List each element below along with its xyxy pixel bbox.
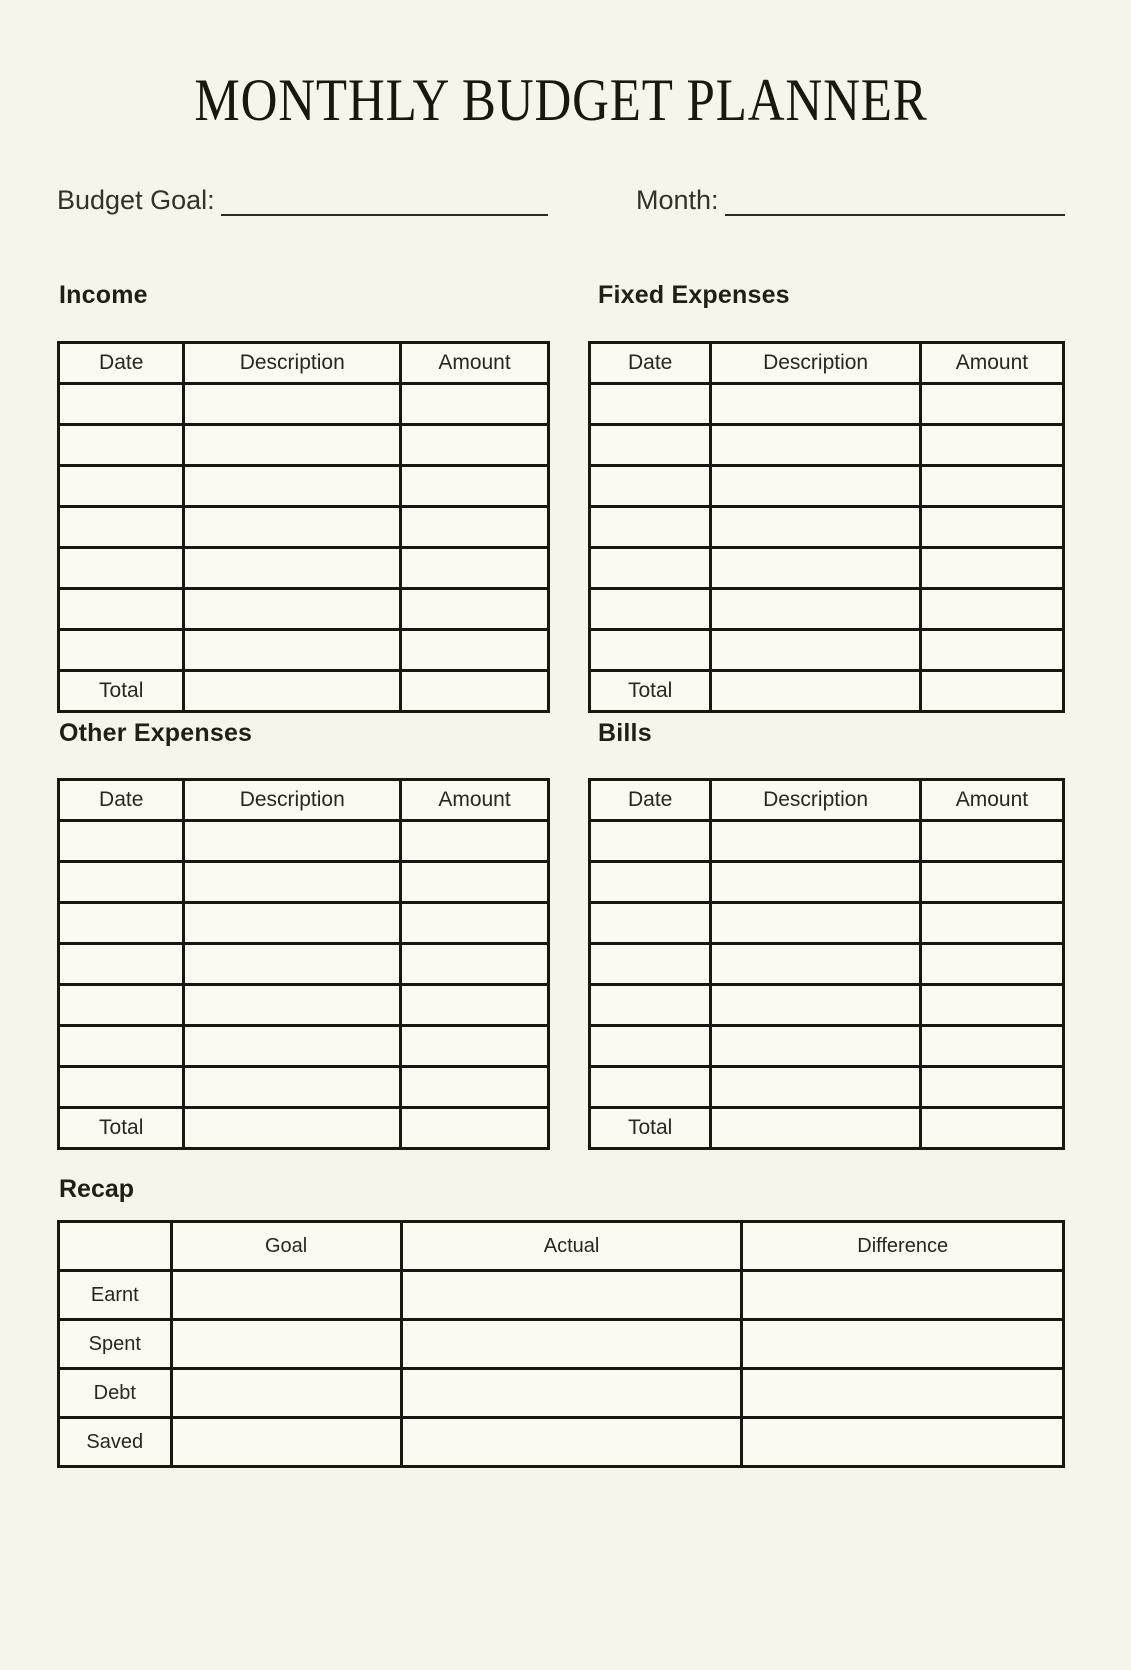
month-label: Month: <box>636 185 719 215</box>
table-cell-empty <box>184 629 401 670</box>
income-total-label: Total <box>59 670 184 711</box>
table-cell-empty <box>920 1025 1063 1066</box>
table-cell-empty <box>711 902 921 943</box>
income-column-header-description: Description <box>184 342 401 383</box>
other-expenses-total-row <box>59 1107 549 1148</box>
table-cell-empty <box>184 902 401 943</box>
table-cell-empty <box>711 383 921 424</box>
recap-row-earnt <box>59 1271 1064 1320</box>
table-cell-empty <box>590 383 711 424</box>
fixed-expenses-column-header-amount: Amount <box>920 342 1063 383</box>
table-cell-empty <box>401 943 549 984</box>
table-cell-empty <box>711 465 921 506</box>
recap-row-debt <box>59 1369 1064 1418</box>
table-row-empty <box>590 506 1064 547</box>
table-cell-empty <box>401 1025 549 1066</box>
table-row-empty <box>59 861 549 902</box>
bills-column-header-date: Date <box>590 779 711 820</box>
fixed-expenses-table <box>588 341 1065 713</box>
table-cell-empty <box>401 861 549 902</box>
table-cell-empty <box>59 506 184 547</box>
table-row-empty <box>59 820 549 861</box>
table-cell-empty <box>920 506 1063 547</box>
table-row-empty <box>590 547 1064 588</box>
table-cell-empty <box>920 943 1063 984</box>
table-cell-empty <box>401 506 549 547</box>
bills-table <box>588 778 1065 1150</box>
table-row-empty <box>590 1066 1064 1107</box>
table-cell-empty <box>401 588 549 629</box>
recap-cell-empty <box>171 1369 401 1418</box>
recap-cell-empty <box>401 1369 742 1418</box>
recap-cell-empty <box>171 1418 401 1467</box>
other-expenses-total-amount-cell <box>401 1107 549 1148</box>
table-row-empty <box>59 465 549 506</box>
table-cell-empty <box>59 1025 184 1066</box>
bills-total-row <box>590 1107 1064 1148</box>
table-cell-empty <box>920 465 1063 506</box>
table-row-empty <box>59 902 549 943</box>
table-row-empty <box>59 1066 549 1107</box>
table-cell-empty <box>59 902 184 943</box>
table-cell-empty <box>184 861 401 902</box>
table-row-empty <box>590 984 1064 1025</box>
table-cell-empty <box>590 465 711 506</box>
table-cell-empty <box>920 1066 1063 1107</box>
table-cell-empty <box>59 465 184 506</box>
table-row-empty <box>59 383 549 424</box>
fixed-expenses-column-header-description: Description <box>711 342 921 383</box>
table-row-empty <box>59 588 549 629</box>
other-expenses-column-header-date: Date <box>59 779 184 820</box>
fixed-expenses-heading: Fixed Expenses <box>598 281 790 310</box>
table-cell-empty <box>59 984 184 1025</box>
recap-cell-empty <box>401 1418 742 1467</box>
bills-header-row <box>590 779 1064 820</box>
table-cell-empty <box>184 506 401 547</box>
table-cell-empty <box>59 629 184 670</box>
table-cell-empty <box>59 943 184 984</box>
table-cell-empty <box>184 383 401 424</box>
recap-heading: Recap <box>59 1174 135 1203</box>
recap-cell-empty <box>401 1271 742 1320</box>
table-row-empty <box>590 1025 1064 1066</box>
section-other-expenses <box>57 718 550 1150</box>
other-expenses-column-header-amount: Amount <box>401 779 549 820</box>
table-cell-empty <box>184 943 401 984</box>
table-cell-empty <box>590 506 711 547</box>
table-cell-empty <box>59 588 184 629</box>
table-row-empty <box>590 820 1064 861</box>
recap-header-row <box>59 1222 1064 1271</box>
table-cell-empty <box>711 547 921 588</box>
fixed-expenses-header-row <box>590 342 1064 383</box>
table-cell-empty <box>401 465 549 506</box>
table-cell-empty <box>711 629 921 670</box>
bills-column-header-amount: Amount <box>920 779 1063 820</box>
month-fill-line <box>725 214 1065 216</box>
planner-page <box>0 67 1131 1670</box>
table-cell-empty <box>59 424 184 465</box>
table-cell-empty <box>711 424 921 465</box>
table-cell-empty <box>184 1066 401 1107</box>
table-cell-empty <box>590 820 711 861</box>
table-cell-empty <box>711 861 921 902</box>
budget-goal-fill-line <box>221 214 548 216</box>
income-total-description-cell <box>184 670 401 711</box>
table-cell-empty <box>184 588 401 629</box>
section-bills <box>588 718 1065 1150</box>
table-cell-empty <box>401 902 549 943</box>
month-field <box>636 184 1065 216</box>
table-cell-empty <box>184 465 401 506</box>
recap-cell-empty <box>171 1320 401 1369</box>
recap-row-label: Earnt <box>59 1271 172 1320</box>
table-cell-empty <box>711 984 921 1025</box>
table-cell-empty <box>920 861 1063 902</box>
table-cell-empty <box>920 424 1063 465</box>
table-cell-empty <box>59 383 184 424</box>
bills-column-header-description: Description <box>711 779 921 820</box>
table-cell-empty <box>401 383 549 424</box>
table-row-empty <box>590 902 1064 943</box>
fixed-expenses-total-amount-cell <box>920 670 1063 711</box>
recap-row-label: Saved <box>59 1418 172 1467</box>
table-cell-empty <box>920 902 1063 943</box>
table-cell-empty <box>59 1066 184 1107</box>
recap-row-label: Debt <box>59 1369 172 1418</box>
table-cell-empty <box>401 984 549 1025</box>
table-row-empty <box>590 465 1064 506</box>
recap-row-spent <box>59 1320 1064 1369</box>
table-cell-empty <box>711 506 921 547</box>
income-header-row <box>59 342 549 383</box>
table-cell-empty <box>920 383 1063 424</box>
recap-column-header-actual: Actual <box>401 1222 742 1271</box>
other-expenses-total-label: Total <box>59 1107 184 1148</box>
table-row-empty <box>590 943 1064 984</box>
table-cell-empty <box>184 424 401 465</box>
table-cell-empty <box>590 629 711 670</box>
budget-goal-label: Budget Goal: <box>57 185 215 215</box>
table-cell-empty <box>920 547 1063 588</box>
table-cell-empty <box>711 943 921 984</box>
table-cell-empty <box>59 861 184 902</box>
table-cell-empty <box>401 629 549 670</box>
recap-cell-empty <box>742 1418 1064 1467</box>
fixed-expenses-total-label: Total <box>590 670 711 711</box>
table-cell-empty <box>920 588 1063 629</box>
section-fixed-expenses <box>588 280 1065 712</box>
other-expenses-heading: Other Expenses <box>59 718 253 747</box>
recap-cell-empty <box>742 1271 1064 1320</box>
table-row-empty <box>590 424 1064 465</box>
recap-cell-empty <box>742 1369 1064 1418</box>
table-row-empty <box>590 588 1064 629</box>
recap-corner-cell <box>59 1222 172 1271</box>
entry-sections <box>57 280 1065 1150</box>
recap-row-saved <box>59 1418 1064 1467</box>
table-cell-empty <box>590 943 711 984</box>
bills-total-amount-cell <box>920 1107 1063 1148</box>
table-row-empty <box>59 506 549 547</box>
table-cell-empty <box>184 547 401 588</box>
bills-total-label: Total <box>590 1107 711 1148</box>
fixed-expenses-total-row <box>590 670 1064 711</box>
table-row-empty <box>590 383 1064 424</box>
table-cell-empty <box>590 984 711 1025</box>
table-cell-empty <box>711 588 921 629</box>
header-fields <box>57 184 1065 216</box>
recap-row-label: Spent <box>59 1320 172 1369</box>
income-column-header-amount: Amount <box>401 342 549 383</box>
table-row-empty <box>59 1025 549 1066</box>
table-row-empty <box>59 424 549 465</box>
budget-goal-field <box>57 184 548 216</box>
fixed-expenses-total-description-cell <box>711 670 921 711</box>
table-row-empty <box>59 547 549 588</box>
table-row-empty <box>59 984 549 1025</box>
other-expenses-total-description-cell <box>184 1107 401 1148</box>
table-cell-empty <box>920 984 1063 1025</box>
section-income <box>57 280 550 712</box>
recap-cell-empty <box>742 1320 1064 1369</box>
recap-column-header-goal: Goal <box>171 1222 401 1271</box>
table-cell-empty <box>590 424 711 465</box>
table-cell-empty <box>711 820 921 861</box>
bills-heading: Bills <box>598 718 652 747</box>
income-table <box>57 341 550 713</box>
table-cell-empty <box>401 1066 549 1107</box>
table-cell-empty <box>401 820 549 861</box>
income-total-amount-cell <box>401 670 549 711</box>
table-cell-empty <box>401 424 549 465</box>
table-cell-empty <box>401 547 549 588</box>
table-cell-empty <box>590 1025 711 1066</box>
income-heading: Income <box>59 281 148 310</box>
page-title: MONTHLY BUDGET PLANNER <box>194 67 928 133</box>
table-row-empty <box>59 629 549 670</box>
fixed-expenses-column-header-date: Date <box>590 342 711 383</box>
recap-column-header-difference: Difference <box>742 1222 1064 1271</box>
other-expenses-header-row <box>59 779 549 820</box>
bills-total-description-cell <box>711 1107 921 1148</box>
income-column-header-date: Date <box>59 342 184 383</box>
section-recap <box>57 1174 1065 1468</box>
other-expenses-column-header-description: Description <box>184 779 401 820</box>
table-cell-empty <box>590 861 711 902</box>
table-cell-empty <box>711 1025 921 1066</box>
other-expenses-table <box>57 778 550 1150</box>
table-row-empty <box>59 943 549 984</box>
table-cell-empty <box>59 547 184 588</box>
table-row-empty <box>590 861 1064 902</box>
table-cell-empty <box>711 1066 921 1107</box>
table-cell-empty <box>59 820 184 861</box>
table-cell-empty <box>590 902 711 943</box>
table-cell-empty <box>920 820 1063 861</box>
recap-cell-empty <box>401 1320 742 1369</box>
table-cell-empty <box>590 1066 711 1107</box>
table-cell-empty <box>184 1025 401 1066</box>
table-cell-empty <box>920 629 1063 670</box>
income-total-row <box>59 670 549 711</box>
table-cell-empty <box>184 820 401 861</box>
recap-cell-empty <box>171 1271 401 1320</box>
table-cell-empty <box>184 984 401 1025</box>
table-cell-empty <box>590 588 711 629</box>
recap-table <box>57 1220 1065 1468</box>
table-cell-empty <box>590 547 711 588</box>
table-row-empty <box>590 629 1064 670</box>
